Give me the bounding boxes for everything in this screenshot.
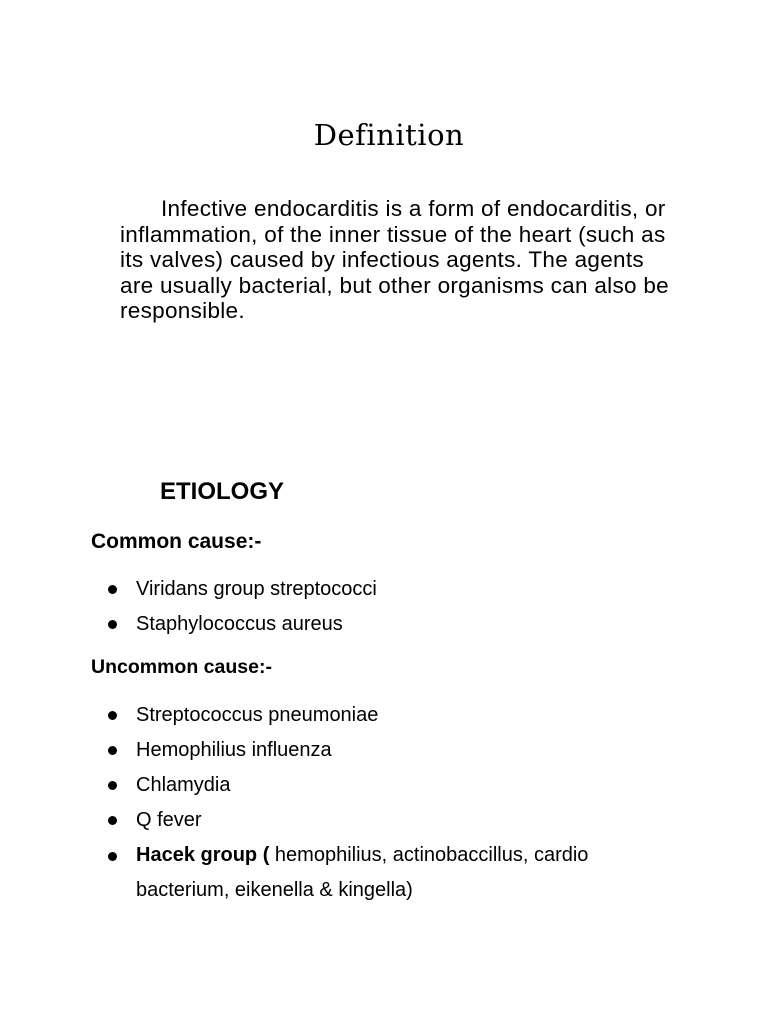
definition-text: Infective endocarditis is a form of endocarditis, or inflammation, of the inner tissue of the heart (such as its valves) caused by infectious agents. The agents are usually bacterial, but other organisms can also be responsible. [120, 196, 669, 323]
bullet-icon [108, 711, 117, 720]
uncommon-cause-heading: Uncommon cause:- [91, 656, 272, 678]
hacek-label: Hacek group ( [136, 844, 270, 866]
list-item-text: Hemophilius influenza [136, 739, 332, 761]
list-item-hacek [108, 838, 676, 908]
bullet-icon [108, 781, 117, 790]
list-item-text: Q fever [136, 809, 202, 831]
list-item [108, 737, 676, 772]
bullet-icon [108, 746, 117, 755]
common-cause-heading: Common cause:- [91, 530, 262, 553]
list-item [108, 611, 377, 646]
list-item [108, 772, 676, 807]
bullet-icon [108, 816, 117, 825]
uncommon-cause-list [108, 702, 676, 908]
definition-title: Definition [313, 118, 465, 152]
list-item [108, 807, 676, 842]
list-item-text: Streptococcus pneumoniae [136, 704, 379, 726]
list-item-text: Viridans group streptococci [136, 578, 377, 600]
list-item [108, 702, 676, 737]
bullet-icon [108, 620, 117, 629]
list-item-text: Chlamydia [136, 774, 231, 796]
bullet-icon [108, 852, 117, 861]
hacek-detail: hemophilius, actinobaccillus, cardio bacterium, eikenella & kingella) [136, 844, 589, 901]
list-item [108, 576, 377, 611]
etiology-heading: ETIOLOGY [160, 478, 285, 505]
bullet-icon [108, 585, 117, 594]
common-cause-list [108, 576, 377, 646]
list-item-text: Staphylococcus aureus [136, 613, 343, 635]
